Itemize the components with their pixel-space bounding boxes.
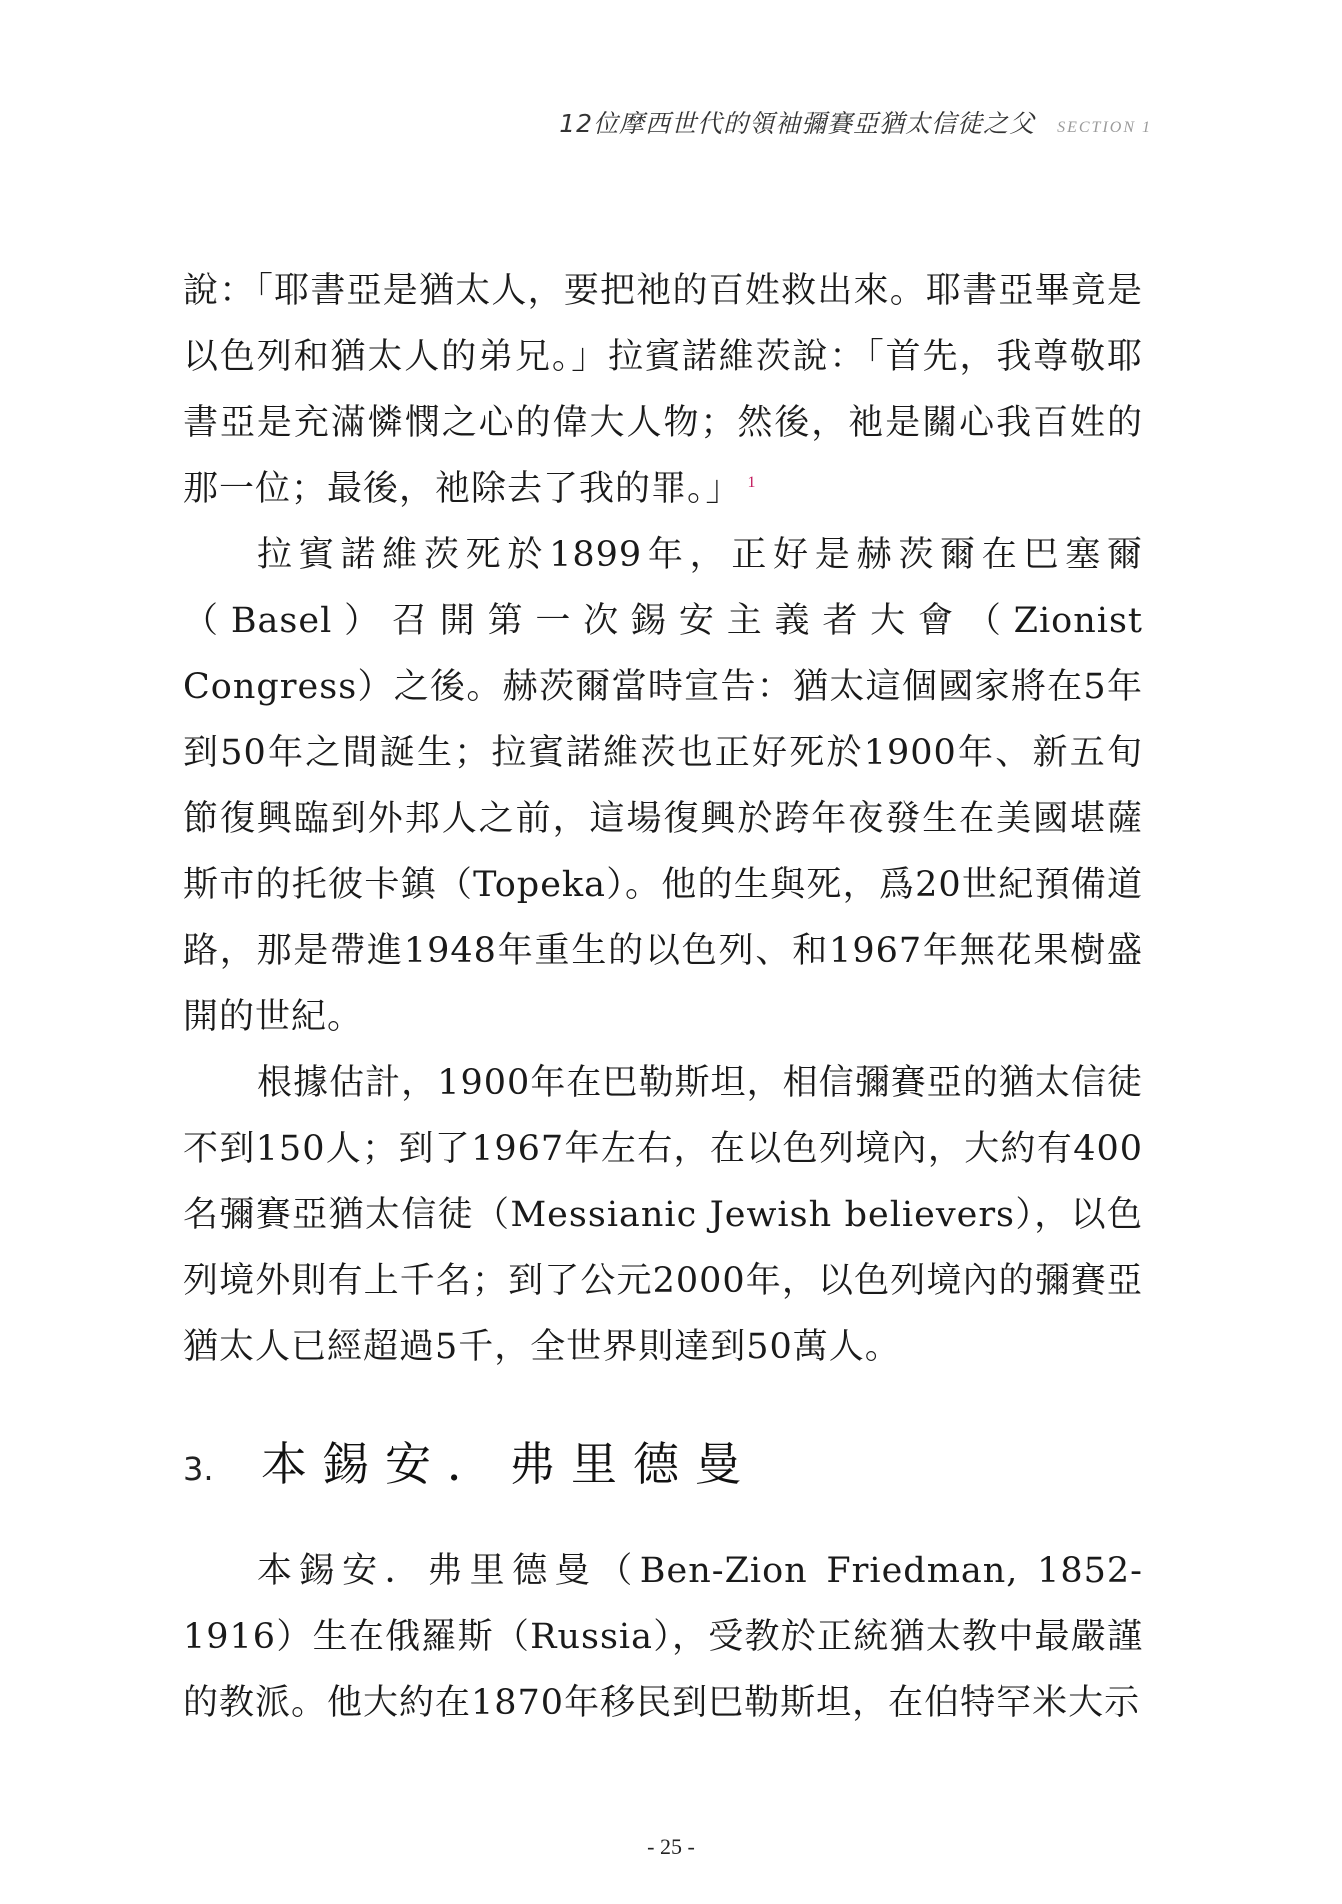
paragraph-believer-estimates: 根據估計，1900年在巴勒斯坦，相信彌賽亞的猶太信徒不到150人；到了1967年左右，在以色列境內，大約有400名彌賽亞猶太信徒（Messianic Jewish believers），以色列境外則有上千名；到了公元2000年，以色列境內的彌賽亞猶太人已經超過5千，全世界則達到50萬人。 xyxy=(183,1063,1143,1367)
section-title: 本錫安．弗里德曼 xyxy=(261,1437,757,1491)
section-number: 3. xyxy=(183,1450,214,1488)
paragraph-text: 說：「耶書亞是猶太人，要把祂的百姓救出來。耶書亞畢竟是以色列和猶太人的弟兄。」拉賓諾維茨說：「首先，我尊敬耶書亞是充滿憐憫之心的偉大人物；然後，祂是關心我百姓的那一位；最後，祂除去了我的罪。」 xyxy=(183,271,1143,509)
running-header-title: 12位摩西世代的領袖彌賽亞猶太信徒之父 xyxy=(559,109,1036,138)
body-text-bottom xyxy=(183,1538,1143,1736)
paragraph-friedman-intro: 本錫安．弗里德曼（Ben-Zion Friedman, 1852-1916）生在俄羅斯（Russia），受教於正統猶太教中最嚴謹的教派。他大約在1870年移民到巴勒斯坦，在伯特罕米大示 xyxy=(183,1551,1143,1723)
running-header-section-label: SECTION 1 xyxy=(1057,119,1152,136)
running-header xyxy=(559,104,1152,140)
paragraph-rabinowitz-death: 拉賓諾維茨死於1899年，正好是赫茨爾在巴塞爾（Basel）召開第一次錫安主義者大會（Zionist Congress）之後。赫茨爾當時宣告：猶太這個國家將在5年到50年之間誕生；拉賓諾維茨也正好死於1900年、新五旬節復興臨到外邦人之前，這場復興於跨年夜發生在美國堪薩斯市的托彼卡鎮（Topeka）。他的生與死，爲20世紀預備道路，那是帶進1948年重生的以色列、和1967年無花果樹盛開的世紀。 xyxy=(183,535,1143,1037)
body-text-top xyxy=(183,258,1143,1380)
page-number: - 25 - xyxy=(647,1834,695,1859)
footnote-reference[interactable]: 1 xyxy=(747,474,757,492)
paragraph-quote-continuation xyxy=(183,258,1143,522)
section-heading xyxy=(183,1428,757,1494)
